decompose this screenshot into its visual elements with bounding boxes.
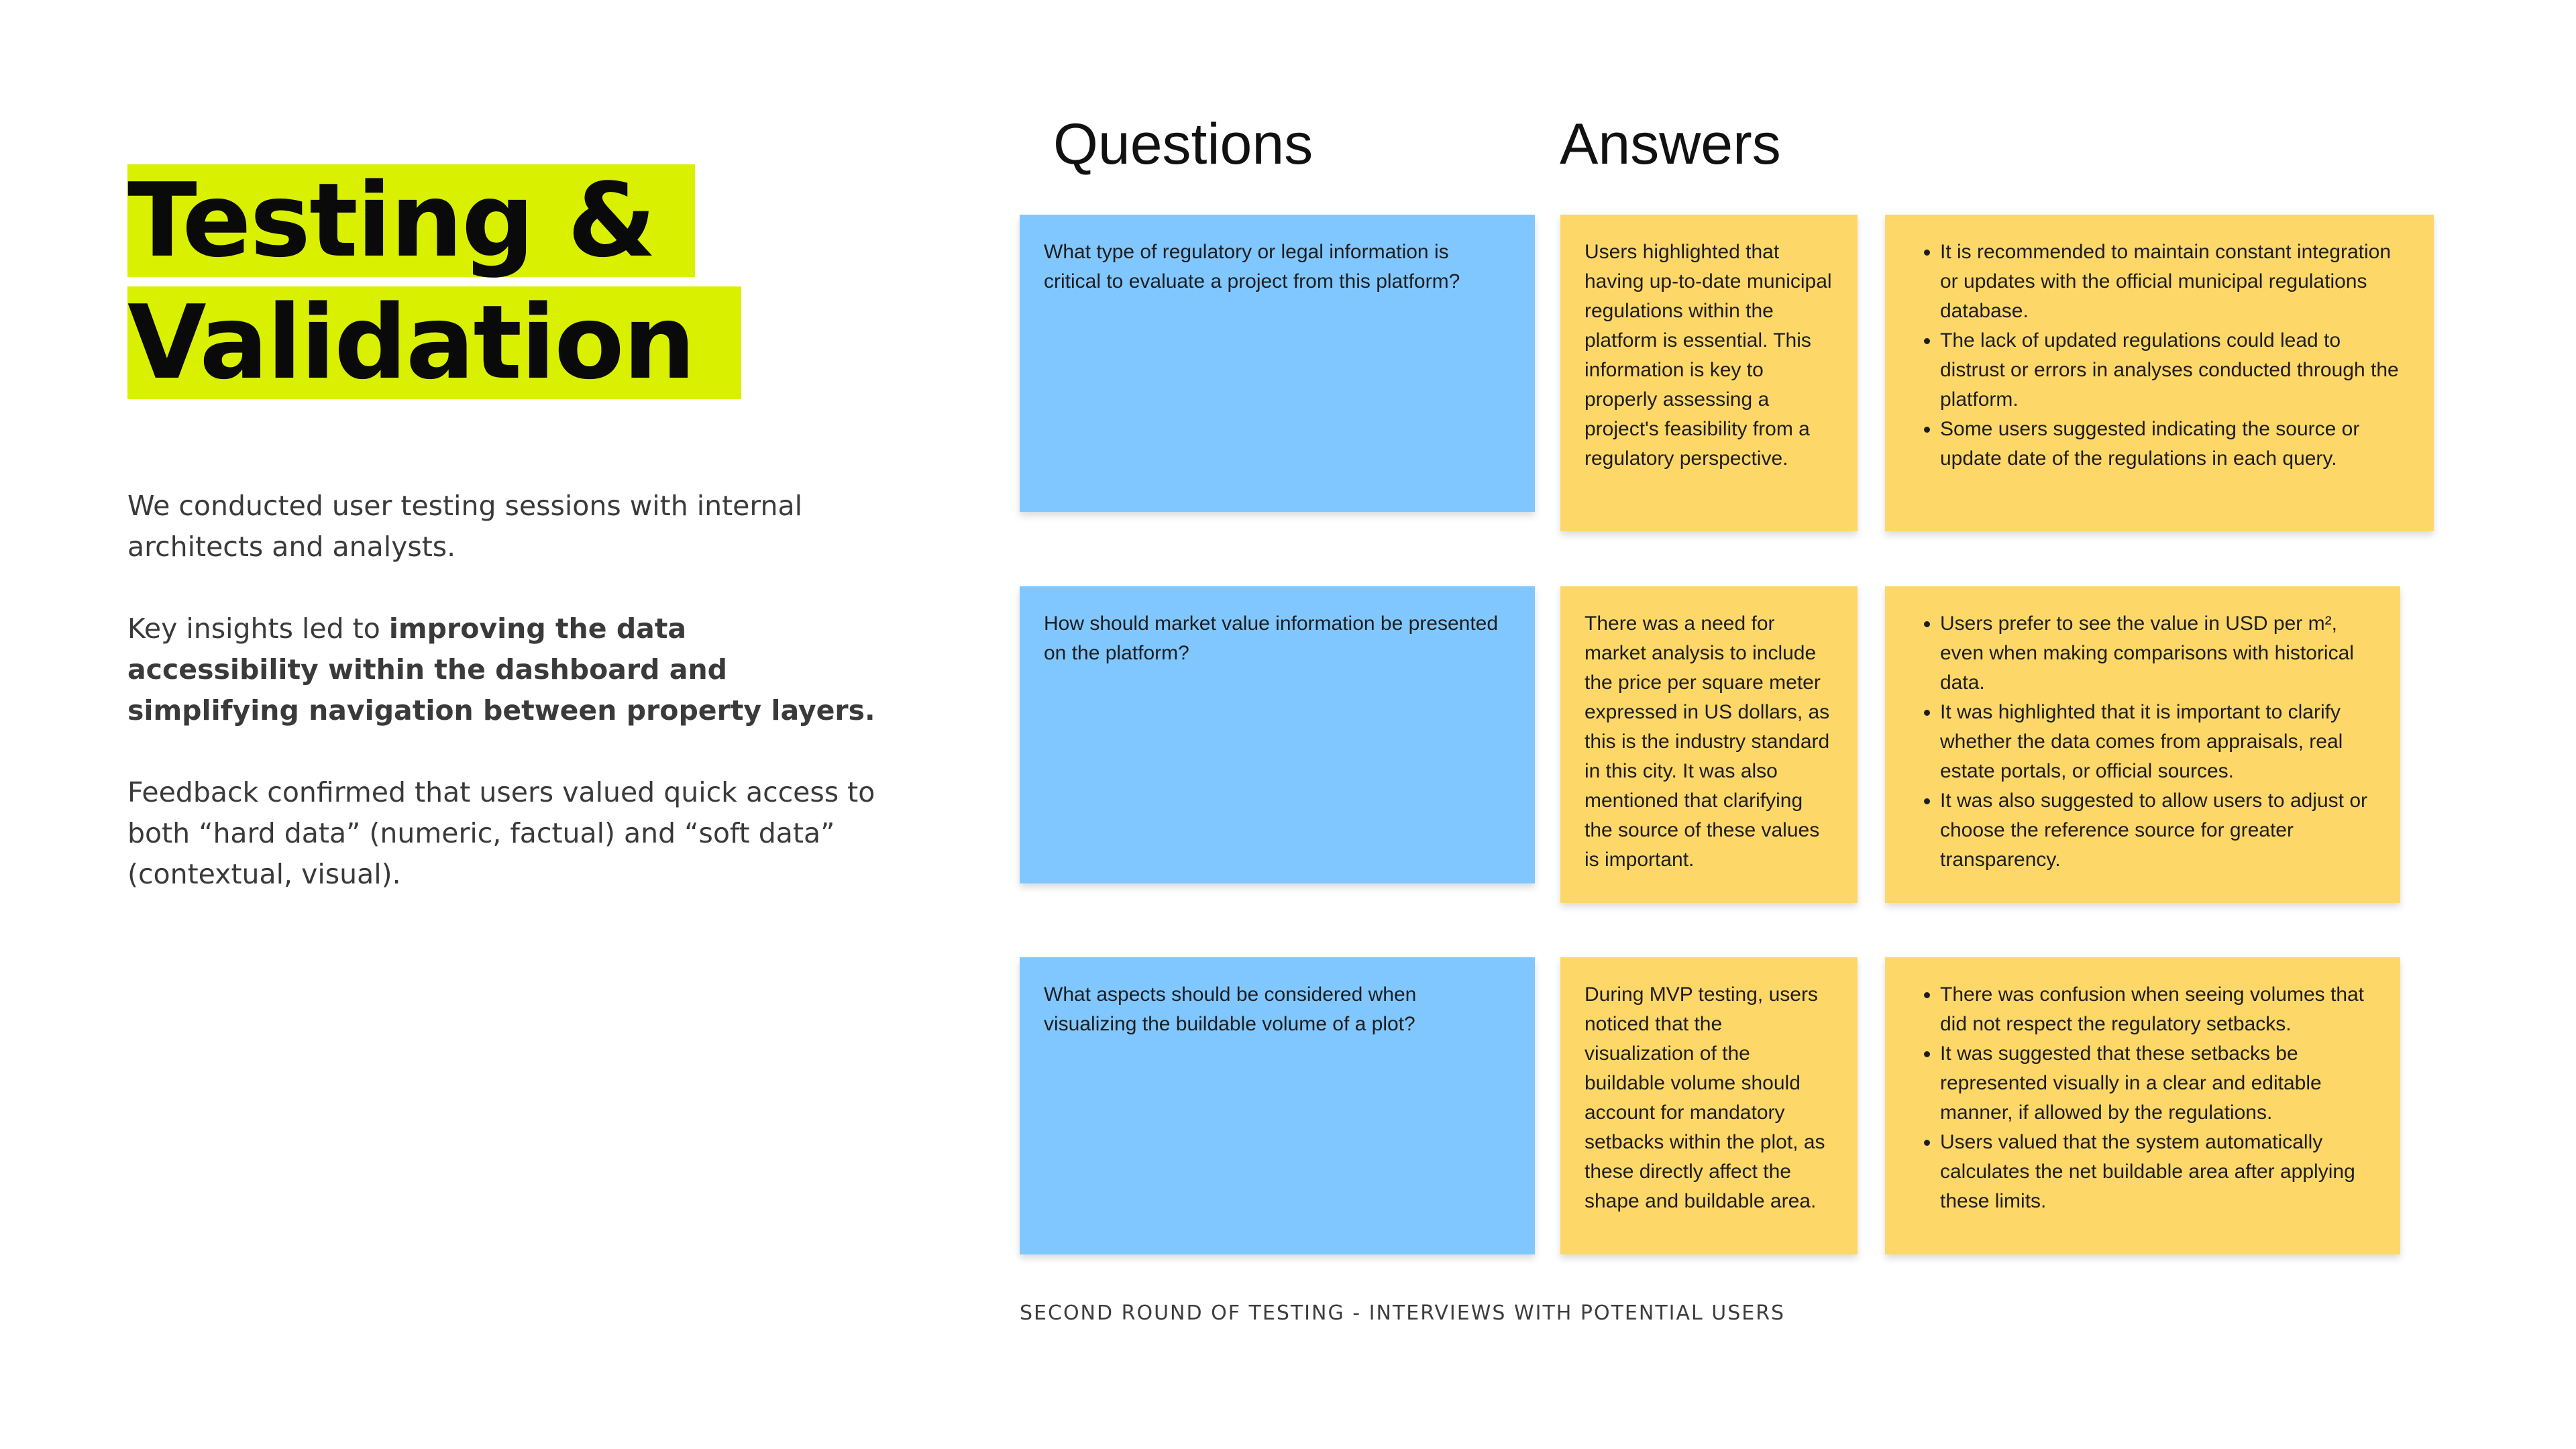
detail-list [1912,237,2410,474]
page-title [127,161,741,402]
intro-text [127,486,879,936]
questions-header: Questions [1053,112,1313,176]
answer-note: There was a need for market analysis to include the price per square meter expressed in US dollars, as this is the industry standard in this city. It was also mentioned that clarifying the source of these values is important. [1560,586,1858,903]
answer-note: During MVP testing, users noticed that the visualization of the buildable volume should account for mandatory setbacks within the plot, as these directly affect the shape and buildable area. [1560,957,1858,1254]
detail-item: • It was suggested that these setbacks be represented visually in a clear and editable manner, if allowed by the regulations. [1940,1039,2376,1128]
detail-item: • It was highlighted that it is important to clarify whether the data comes from appraisals, real estate portals, or official sources. [1940,698,2376,786]
intro-paragraph-2-bold: improving the data accessibility within the dashboard and simplifying navigation between property layers. [127,612,875,727]
detail-list [1912,980,2376,1216]
caption: SECOND ROUND OF TESTING - INTERVIEWS WITH POTENTIAL USERS [1020,1301,1786,1325]
detail-item: • Users prefer to see the value in USD per m², even when making comparisons with historical data. [1940,609,2376,698]
intro-paragraph-2 [127,608,879,731]
answers-header: Answers [1560,112,1781,176]
question-note: How should market value information be presented on the platform? [1020,586,1535,883]
question-note: What aspects should be considered when visualizing the buildable volume of a plot? [1020,957,1535,1254]
intro-paragraph-3: Feedback confirmed that users valued quick access to both “hard data” (numeric, factual) and “soft data” (contextual, visual). [127,776,875,890]
intro-paragraph-2-prefix: Key insights led to [127,612,389,645]
detail-item: • There was confusion when seeing volumes that did not respect the regulatory setbacks. [1940,980,2376,1039]
detail-note [1885,215,2434,531]
detail-list [1912,609,2376,875]
question-note: What type of regulatory or legal information is critical to evaluate a project from this platform? [1020,215,1535,512]
detail-item: • Users valued that the system automatically calculates the net buildable area after applying these limits. [1940,1128,2376,1216]
title-line-2: Validation [127,286,741,399]
detail-note [1885,957,2400,1254]
detail-note [1885,586,2400,903]
detail-item: • The lack of updated regulations could lead to distrust or errors in analyses conducted through the platform. [1940,326,2410,415]
title-line-1: Testing & [127,164,695,277]
intro-paragraph-1: We conducted user testing sessions with internal architects and analysts. [127,490,803,563]
detail-item: • It is recommended to maintain constant integration or updates with the official municipal regulations database. [1940,237,2410,326]
answer-note: Users highlighted that having up-to-date municipal regulations within the platform is essential. This information is key to properly assessing a project's feasibility from a regulatory perspective. [1560,215,1858,531]
detail-item: • It was also suggested to allow users to adjust or choose the reference source for greater transparency. [1940,786,2376,875]
detail-item: • Some users suggested indicating the source or update date of the regulations in each query. [1940,415,2410,474]
